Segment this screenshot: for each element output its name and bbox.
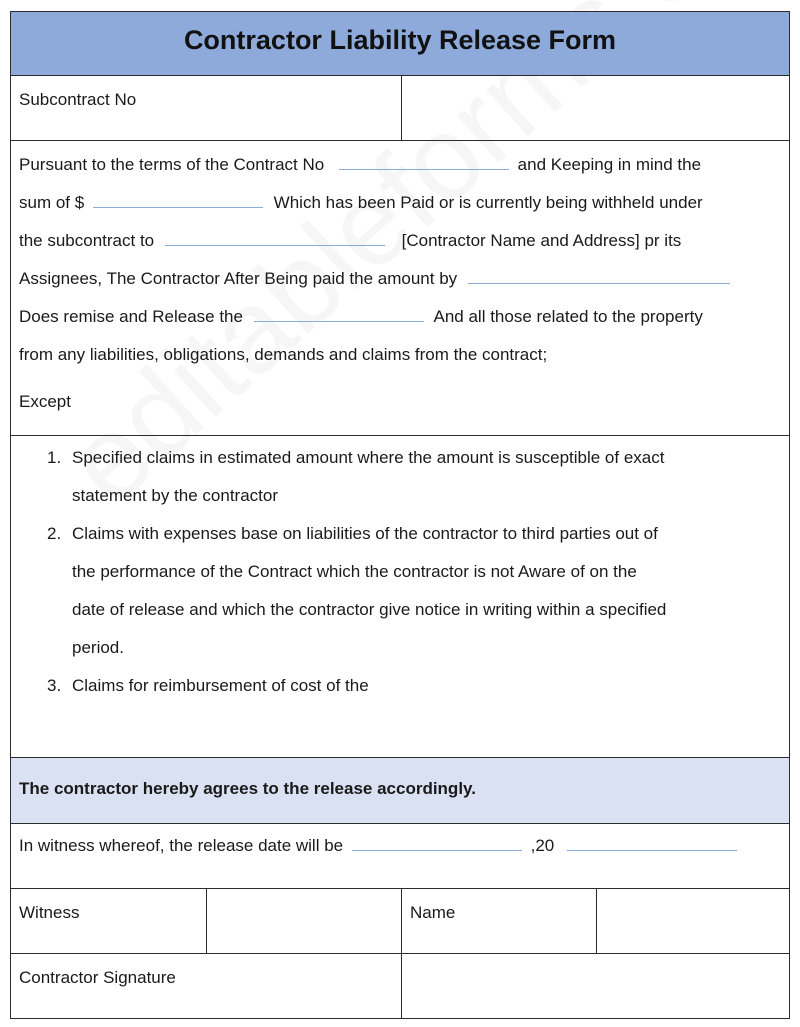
para-text: sum of $ xyxy=(19,193,85,212)
witness-field[interactable] xyxy=(206,889,401,953)
para-text: the subcontract to xyxy=(19,231,155,250)
para-text: [Contractor Name and Address] pr its xyxy=(401,231,682,250)
list-item-line: period. xyxy=(72,638,124,657)
para-line-2 xyxy=(19,193,703,213)
para-text: In witness whereof, the release date will be xyxy=(19,836,344,855)
subcontract-field[interactable] xyxy=(401,76,789,140)
witness-date-line xyxy=(19,836,737,856)
list-item-line: Claims for reimbursement of cost of the xyxy=(72,676,369,695)
signature-row xyxy=(11,954,789,1018)
exceptions-list xyxy=(11,436,789,758)
form-title: Contractor Liability Release Form xyxy=(183,25,617,55)
list-item-line: statement by the contractor xyxy=(72,486,278,505)
witness-date-row xyxy=(11,824,789,889)
subcontractor-blank[interactable] xyxy=(165,231,385,246)
para-line-3 xyxy=(19,231,681,251)
witness-label: Witness xyxy=(19,903,80,922)
terms-paragraph xyxy=(11,141,789,436)
agreement-row xyxy=(11,758,789,824)
release-party-blank[interactable] xyxy=(254,307,424,322)
name-label: Name xyxy=(410,903,456,922)
para-text: and Keeping in mind the xyxy=(517,155,702,174)
para-line-4 xyxy=(19,269,730,289)
para-text: Which has been Paid or is currently being withheld under xyxy=(273,193,703,212)
list-number: 2. xyxy=(47,524,62,543)
signature-field[interactable] xyxy=(401,954,789,1018)
list-number: 1. xyxy=(47,448,62,467)
para-line-6: from any liabilities, obligations, demands and claims from the contract; xyxy=(19,345,548,364)
paid-by-blank[interactable] xyxy=(468,269,730,284)
para-text: ,20 xyxy=(530,836,555,855)
witness-name-row xyxy=(11,889,789,954)
sum-blank[interactable] xyxy=(93,193,263,208)
release-form xyxy=(10,11,790,1019)
para-text: Does remise and Release the xyxy=(19,307,243,326)
contract-no-blank[interactable] xyxy=(339,155,509,170)
para-text: Pursuant to the terms of the Contract No xyxy=(19,155,325,174)
para-line-1 xyxy=(19,155,701,175)
year-blank[interactable] xyxy=(567,836,737,851)
subcontract-label: Subcontract No xyxy=(19,90,137,109)
list-item-line: the performance of the Contract which the contractor is not Aware of on the xyxy=(72,562,637,581)
list-item-line: Specified claims in estimated amount where the amount is susceptible of exact xyxy=(72,448,665,467)
signature-label: Contractor Signature xyxy=(19,968,176,987)
para-line-5 xyxy=(19,307,703,327)
para-text: Assignees, The Contractor After Being paid the amount by xyxy=(19,269,458,288)
para-text: And all those related to the property xyxy=(433,307,703,326)
subcontract-row xyxy=(11,76,789,141)
list-number: 3. xyxy=(47,676,62,695)
name-label-cell xyxy=(401,889,596,953)
list-item-line: Claims with expenses base on liabilities of the contractor to third parties out of xyxy=(72,524,658,543)
list-item-line: date of release and which the contractor give notice in writing within a specified xyxy=(72,600,667,619)
release-date-blank[interactable] xyxy=(352,836,522,851)
except-label: Except xyxy=(19,392,71,411)
name-field[interactable] xyxy=(596,889,789,953)
title-row xyxy=(11,12,789,76)
agreement-text: The contractor hereby agrees to the release accordingly. xyxy=(19,779,476,798)
